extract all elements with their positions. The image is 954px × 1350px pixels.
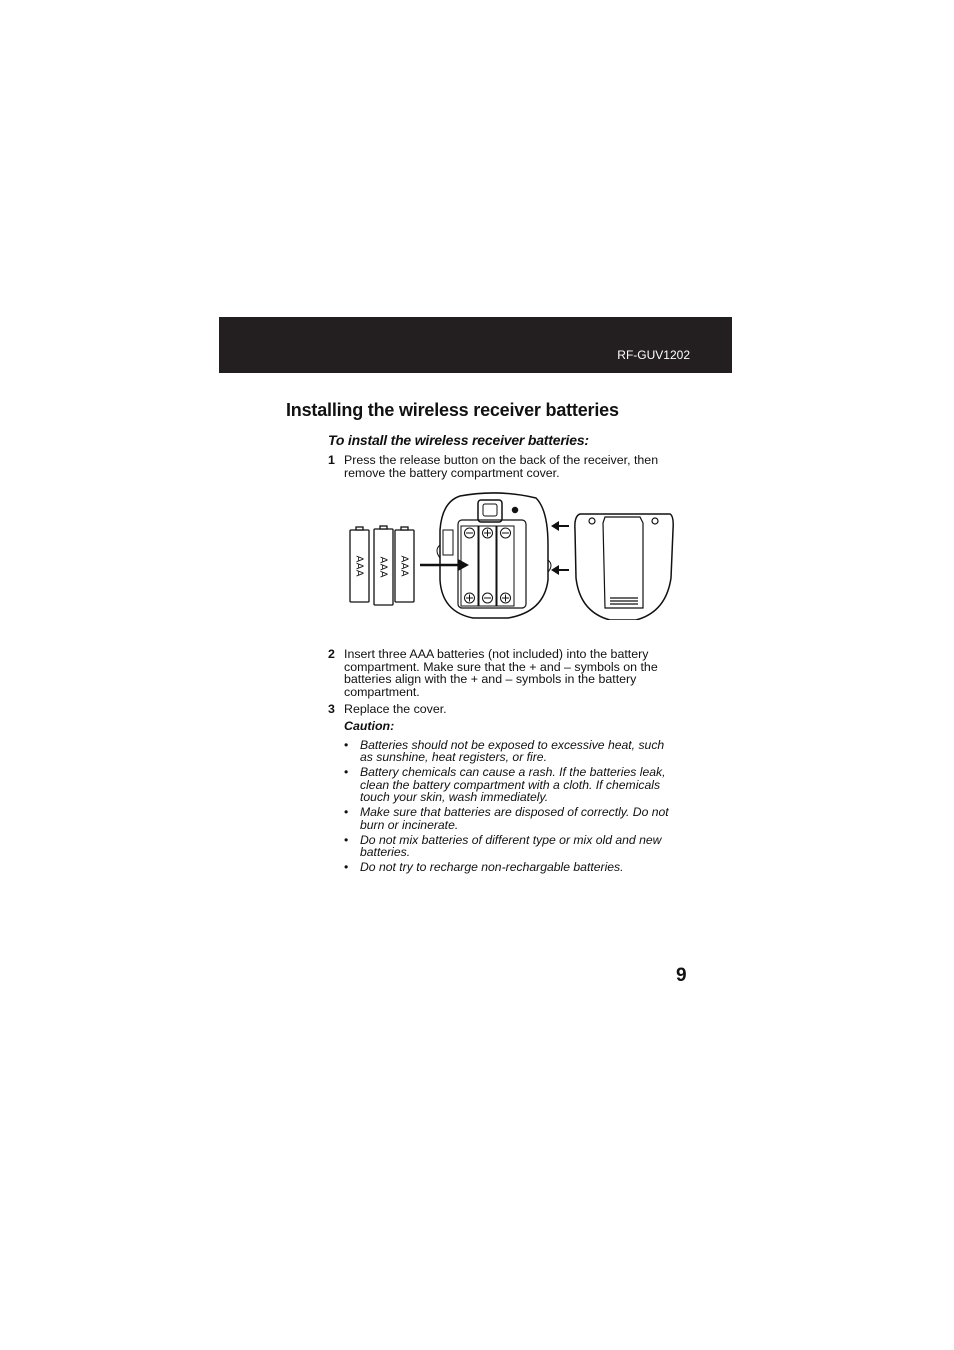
battery-cover: [575, 514, 673, 620]
bullet-icon: •: [344, 860, 349, 875]
caution-item: [344, 834, 674, 859]
insert-arrow: [420, 559, 469, 571]
model-number: RF-GUV1202: [617, 348, 690, 362]
caution-item: [344, 861, 674, 873]
step-number: 1: [328, 453, 335, 467]
page-number: 9: [676, 965, 687, 986]
bullet-icon: •: [344, 805, 349, 820]
caution-item: [344, 806, 674, 831]
caution-text: Do not try to recharge non-rechargable batteries.: [360, 860, 624, 875]
page-title: Installing the wireless receiver batteries: [286, 400, 619, 420]
step-number: 2: [328, 647, 335, 661]
receiver-open: [437, 493, 551, 618]
caution-item: [344, 739, 674, 764]
bullet-icon: •: [344, 832, 349, 847]
caution-text: Do not mix batteries of different type or mix old and new batteries.: [360, 832, 662, 860]
caution-text: Make sure that batteries are disposed of correctly. Do not burn or incinerate.: [360, 805, 669, 832]
step-text: Insert three AAA batteries (not included) into the battery compartment. Make sure that the + and – symbols on the batteries align with the + and – symbols in the battery compartment.: [344, 647, 658, 699]
header-bar: [219, 317, 732, 373]
step-text: Replace the cover.: [344, 702, 447, 716]
section-subtitle: To install the wireless receiver batteries:: [328, 432, 589, 448]
battery-label: AAA: [398, 555, 410, 577]
bullet-icon: •: [344, 765, 349, 780]
caution-item: [344, 766, 674, 803]
caution-text: Batteries should not be exposed to excessive heat, such as sunshine, heat registers, or fire.: [360, 738, 665, 765]
step-3: [328, 703, 673, 716]
step-1: [328, 454, 673, 479]
caution-list: [344, 739, 674, 876]
caution-label: Caution:: [344, 719, 395, 733]
battery-installation-illustration: [348, 490, 678, 620]
step-2: [328, 648, 673, 698]
step-number: 3: [328, 702, 335, 716]
battery-label: AAA: [353, 555, 365, 577]
battery-label: AAA: [377, 556, 389, 578]
bullet-icon: •: [344, 738, 349, 752]
battery-labels: [354, 555, 410, 577]
cover-arrows: [551, 521, 569, 575]
step-text: Press the release button on the back of the receiver, then remove the battery compartment cover.: [344, 453, 659, 480]
caution-text: Battery chemicals can cause a rash. If the batteries leak, clean the battery compartment with a cloth. If chemicals touch your skin, wash immediately.: [360, 765, 666, 805]
